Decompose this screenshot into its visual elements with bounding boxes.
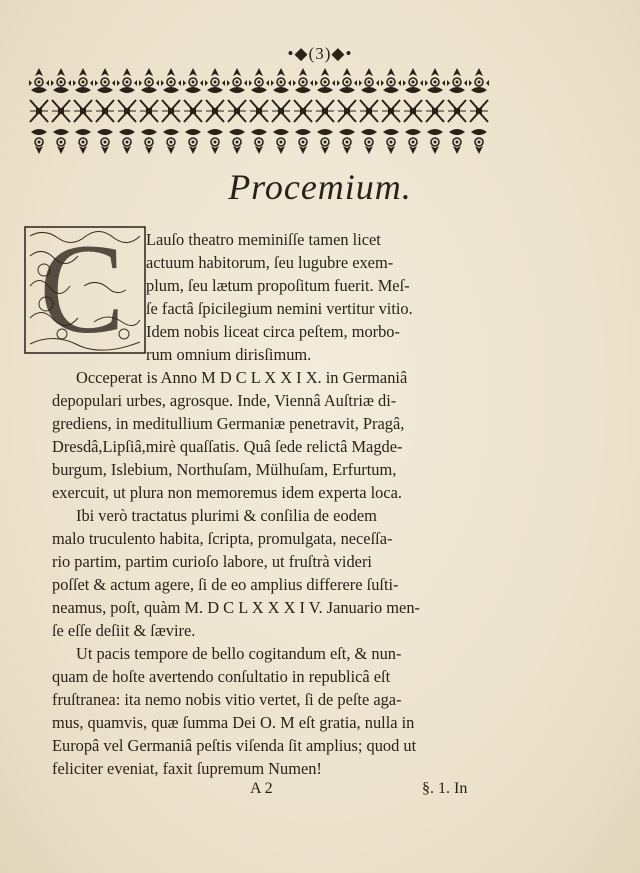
text-line: malo truculento habita, ſcripta, promulgata, neceſſa- <box>52 529 393 548</box>
text-line: poſſet & actum agere, ſi de eo amplius differere ſuſti- <box>52 575 399 594</box>
catchword: §. 1. In <box>422 780 468 797</box>
text-line: mus, quamvis, quæ ſumma Dei O. M eſt gratia, nulla in <box>52 713 415 732</box>
text-line: quam de hoſte avertendo conſultatio in republicâ eſt <box>52 667 391 686</box>
page-number-value: (3) <box>308 44 332 63</box>
text-line: feliciter eveniat, faxit ſupremum Numen! <box>52 759 322 778</box>
decorated-initial-letter <box>24 226 146 354</box>
page-number <box>0 44 640 64</box>
signature-mark: A 2 <box>250 780 273 797</box>
text-line: rum omnium dirisſimum. <box>146 345 312 364</box>
drop-cap-letter: C <box>39 226 125 354</box>
text-line: Occeperat is Anno M D C L X X I X. in Germaniâ <box>76 368 408 387</box>
text-line: exercuit, ut plura non memoremus idem experta loca. <box>52 483 402 502</box>
text-line: ſe factâ ſpicilegium nemini vertitur vitio. <box>146 299 413 318</box>
text-line: Lauſo theatro meminiſſe tamen licet <box>146 230 381 249</box>
page-number-ornament-left: •◆ <box>287 44 309 63</box>
page-number-ornament-right: ◆• <box>331 44 353 63</box>
text-line: fruſtranea: ita nemo nobis vitio vertet, ſi de peſte aga- <box>52 690 402 709</box>
text-line: Europâ vel Germaniâ peſtis viſenda ſit amplius; quod ut <box>52 736 417 755</box>
section-title: Procemium. <box>228 167 412 207</box>
text-line: plum, ſeu lætum propoſitum fuerit. Meſ- <box>146 276 410 295</box>
text-line: rio partim, partim curioſo labore, ut fruſtrà videri <box>52 552 372 571</box>
head-ornament-band <box>28 66 490 158</box>
text-line: neamus, poſt, quàm M. D C L X X X I V. Januario men- <box>52 598 420 617</box>
text-line: Ut pacis tempore de bello cogitandum eſt, & nun- <box>76 644 402 663</box>
text-line: Ibi verò tractatus plurimi & conſilia de eodem <box>76 506 377 525</box>
text-line: Dresdâ,Lipſiâ,mirè quaſſatis. Quâ ſede relictâ Magde- <box>52 437 403 456</box>
text-line: burgum, Islebium, Northuſam, Mülhuſam, Erfurtum, <box>52 460 397 479</box>
text-line: ſe eſſe deſiit & ſævire. <box>52 621 196 640</box>
text-line: depopulari urbes, agrosque. Inde, Viennâ Auſtriæ di- <box>52 391 397 410</box>
text-line: actuum habitorum, ſeu lugubre exem- <box>146 253 394 272</box>
text-line: grediens, in meditullium Germaniæ penetravit, Pragâ, <box>52 414 405 433</box>
text-line: Idem nobis liceat circa peſtem, morbo- <box>146 322 400 341</box>
